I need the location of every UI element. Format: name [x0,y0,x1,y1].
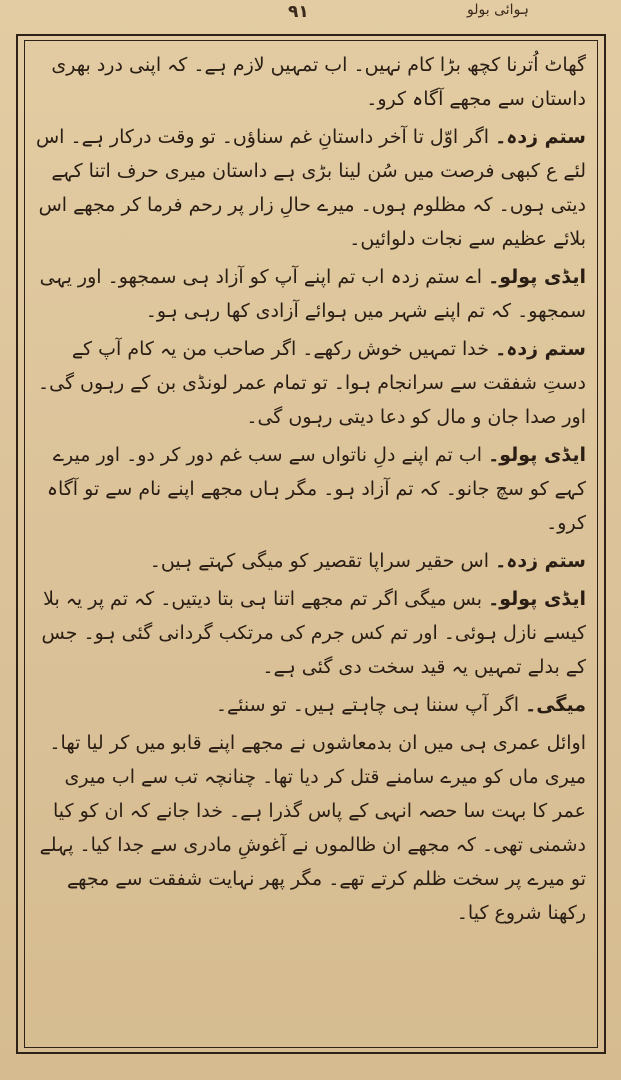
paragraph [34,332,586,434]
paragraph-text: اگر آپ سننا ہی چاہتے ہیں۔ تو سنئے۔ [215,694,520,716]
speaker-label: ایڈی پولو۔ [488,588,586,610]
paragraph [34,48,586,116]
paragraph-text: گھاٹ اُترنا کچھ بڑا کام نہیں۔ اب تمہیں لازم ہے۔ کہ اپنی درد بھری داستان سے مجھے آگاہ کرو۔ [51,54,586,110]
paragraph [34,438,586,540]
paragraph-text: بس میگی اگر تم مجھے اتنا ہی بتا دیتیں۔ کہ تم پر یہ بلا کیسے نازل ہوئی۔ اور تم کس جرم کی مرتکب گردانی گئی ہو۔ جس کے بدلے تمہیں یہ قید سخت دی گئی ہے۔ [41,588,586,678]
paragraph [34,260,586,328]
paragraph [34,120,586,256]
page-number: ۹۱ [288,2,309,22]
paragraph [34,544,586,578]
paragraph-text: اگر اوّل تا آخر داستانِ غم سناؤں۔ تو وقت درکار ہے۔ اس لئے ع کبھی فرصت میں سُن لینا بڑی ہے داستان میری حرف اتنا کہے دیتی ہوں۔ کہ مظلوم ہوں۔ میرے حالِ زار پر رحم فرما کر مجھے اس بلائے عظیم سے نجات دلوائیں۔ [35,126,586,250]
paragraph-text: اے ستم زدہ اب تم اپنے آپ کو آزاد ہی سمجھو۔ اور یہی سمجھو۔ کہ تم اپنے شہر میں ہوائے آزادی کھا رہی ہو۔ [39,266,586,322]
speaker-label: ستم زدہ۔ [495,550,586,572]
running-title: ہوائی بولو [467,2,529,18]
paragraph-text: خدا تمہیں خوش رکھے۔ اگر صاحب من یہ کام آپ کے دستِ شفقت سے سرانجام ہوا۔ تو تمام عمر لونڈی بن کے رہوں گی۔ اور صدا جان و مال کو دعا دیتی رہوں گی۔ [37,338,586,428]
paragraph [34,582,586,684]
text-body [34,48,586,1038]
page-header [0,0,621,30]
paragraph [34,688,586,722]
paragraph-text: اس حقیر سراپا تقصیر کو میگی کہتے ہیں۔ [149,550,490,572]
paragraph [34,726,586,930]
paragraph-text: اوائل عمری ہی میں ان بدمعاشوں نے مجھے اپنے قابو میں کر لیا تھا۔ میری ماں کو میرے سامنے قتل کر دیا تھا۔ چنانچہ تب سے اب میری عمر کا بہت سا حصہ انہی کے پاس گذرا ہے۔ خدا جانے کہ ان کو کیا دشمنی تھی۔ کہ مجھے ان ظالموں نے آغوشِ مادری سے جدا کیا۔ پہلے تو میرے پر سخت ظلم کرتے تھے۔ مگر پھر نہایت شفقت سے مجھے رکھنا شروع کیا۔ [39,732,586,924]
speaker-label: ایڈی پولو۔ [488,266,586,288]
speaker-label: ستم زدہ۔ [495,338,586,360]
speaker-label: ستم زدہ۔ [495,126,586,148]
paragraph-text: اب تم اپنے دلِ ناتواں سے سب غم دور کر دو۔ اور میرے کہے کو سچ جانو۔ کہ تم آزاد ہو۔ مگر ہاں مجھے اپنے نام سے تو آگاہ کرو۔ [46,444,586,534]
speaker-label: ایڈی پولو۔ [488,444,586,466]
speaker-label: میگی۔ [525,694,586,716]
